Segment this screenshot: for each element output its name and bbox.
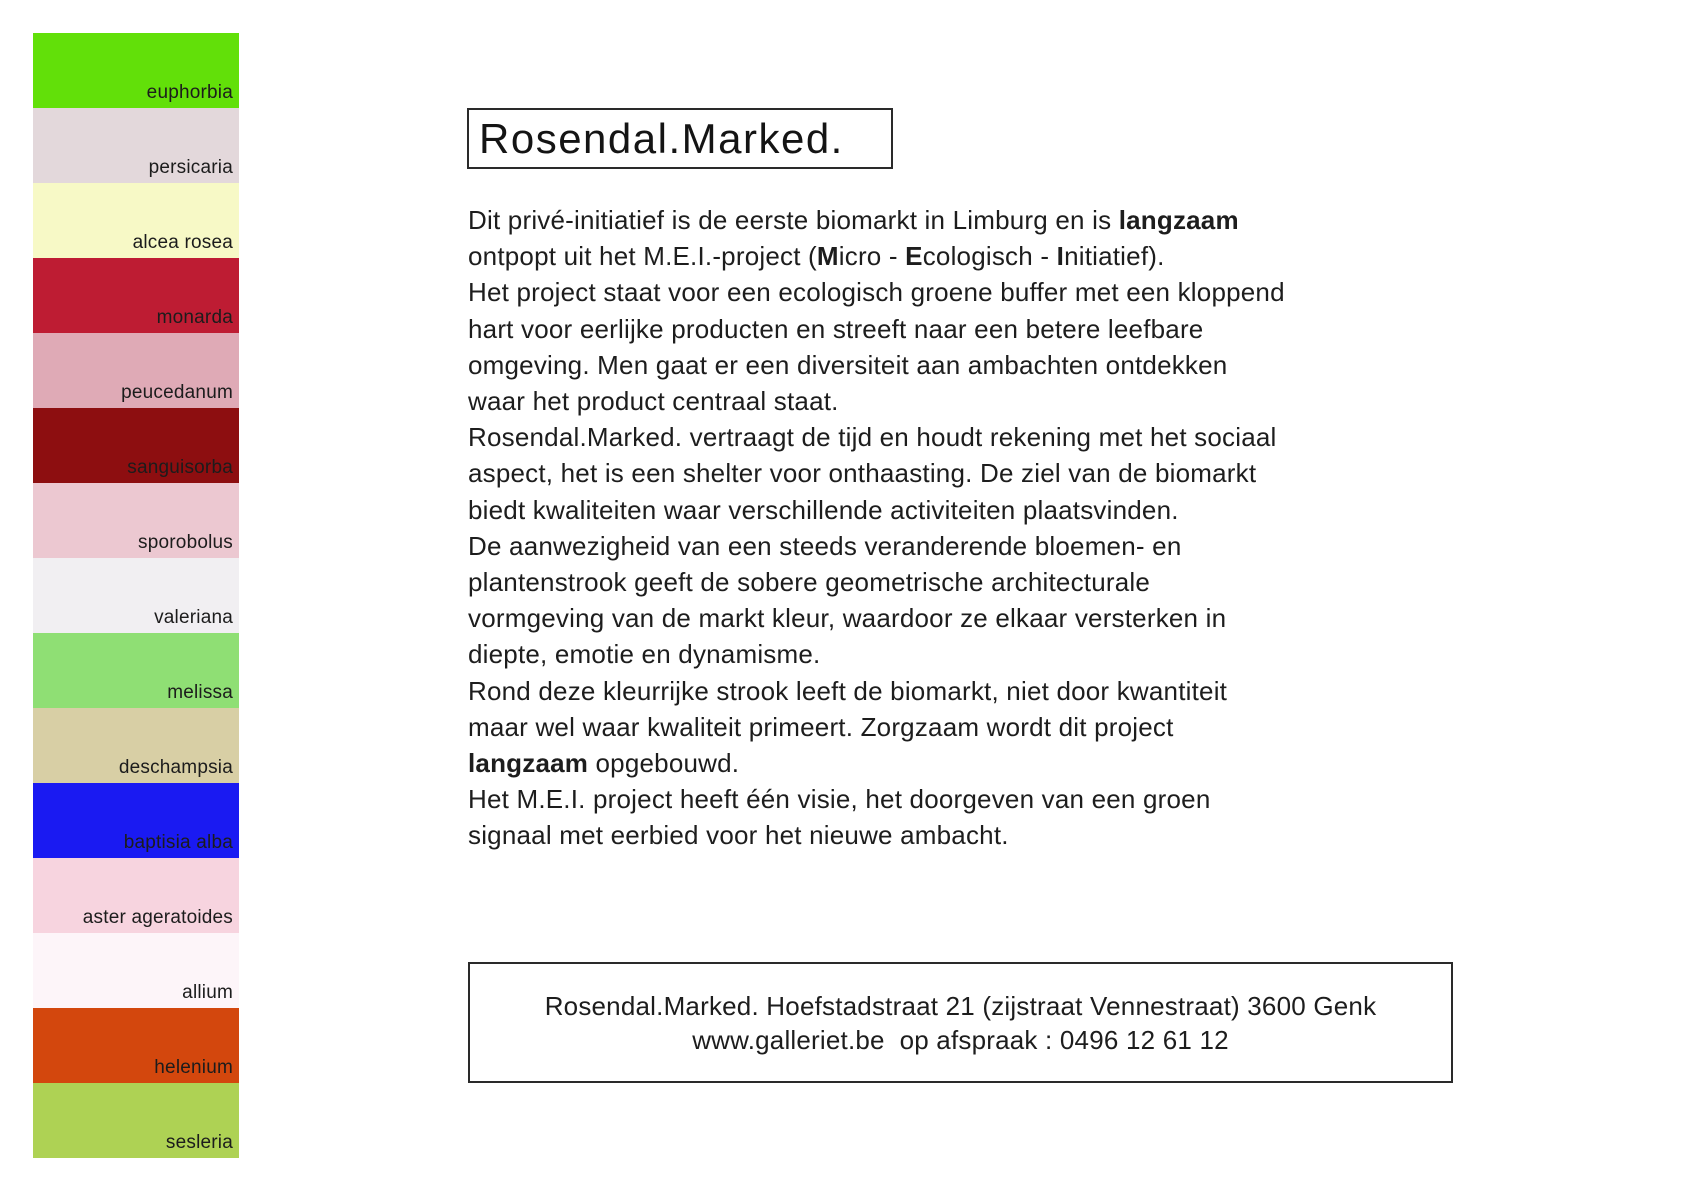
title-box	[467, 108, 893, 169]
palette-swatch-label: baptisia alba	[123, 832, 233, 853]
palette-swatch-deschampsia	[33, 708, 239, 783]
palette-swatch-sporobolus	[33, 483, 239, 558]
body-line	[468, 564, 1285, 600]
body-line	[468, 709, 1285, 745]
palette-swatch-label: sesleria	[165, 1132, 233, 1153]
palette-swatch-sesleria	[33, 1083, 239, 1158]
palette-swatch-alcea-rosea	[33, 183, 239, 258]
palette-swatch-label: helenium	[154, 1057, 233, 1078]
palette-swatch-label: sporobolus	[138, 532, 233, 553]
palette-swatch-label: sanguisorba	[127, 457, 233, 478]
body-line	[468, 311, 1285, 347]
palette-swatch-aster-ageratoides	[33, 858, 239, 933]
bold-text-run: E	[905, 241, 923, 272]
palette-swatch-label: deschampsia	[118, 757, 233, 778]
palette-swatch-label: allium	[182, 982, 233, 1003]
palette-swatch-label: aster ageratoides	[82, 907, 233, 928]
palette-swatch-valeriana	[33, 558, 239, 633]
body-line	[468, 202, 1285, 238]
text-run: Dit privé-initiatief is de eerste biomarkt in Limburg en is	[468, 205, 1119, 235]
text-run: nitiatief).	[1064, 241, 1165, 272]
body-line	[468, 455, 1285, 491]
text-run: cologisch -	[922, 241, 1057, 272]
palette-swatch-label: peucedanum	[121, 382, 233, 403]
body-line	[468, 492, 1285, 528]
body-line	[468, 528, 1285, 564]
text-run: Het project staat voor een ecologisch groene buffer met een kloppend	[468, 277, 1285, 308]
palette-swatch-monarda	[33, 258, 239, 333]
body-line	[468, 274, 1285, 310]
palette-swatch-label: euphorbia	[146, 82, 233, 103]
palette-swatch-label: persicaria	[148, 157, 233, 178]
page-title: Rosendal.Marked.	[479, 114, 844, 162]
text-run: opgebouwd.	[588, 748, 740, 779]
text-run: plantenstrook geeft de sobere geometrische architecturale	[468, 567, 1151, 598]
palette-swatch-sanguisorba	[33, 408, 239, 483]
text-run: Het M.E.I. project heeft één visie, het doorgeven van een groen	[468, 784, 1211, 815]
text-run: aspect, het is een shelter voor onthaasting. De ziel van de biomarkt	[468, 458, 1257, 489]
footer-address-line: Rosendal.Marked. Hoefstadstraat 21 (zijstraat Vennestraat) 3600 Genk	[544, 990, 1377, 1021]
text-run: maar wel waar kwaliteit primeert. Zorgzaam wordt dit project	[468, 711, 1174, 742]
palette-swatch-label: valeriana	[154, 607, 233, 628]
palette-swatch-euphorbia	[33, 33, 239, 108]
palette-swatch-label: melissa	[167, 682, 233, 703]
palette-swatch-helenium	[33, 1008, 239, 1083]
text-run: hart voor eerlijke producten en streeft naar een betere leefbare	[468, 313, 1204, 344]
bold-text-run: langzaam	[468, 748, 589, 779]
bold-text-run: I	[1056, 241, 1065, 272]
footer-contact-line: www.galleriet.be op afspraak : 0496 12 61 12	[692, 1024, 1229, 1055]
text-run: biedt kwaliteiten waar verschillende activiteiten plaatsvinden.	[468, 494, 1179, 525]
text-run: Rosendal.Marked. vertraagt de tijd en houdt rekening met het sociaal	[468, 422, 1277, 453]
palette-swatch-allium	[33, 933, 239, 1008]
text-run: signaal met eerbied voor het nieuwe ambacht.	[468, 820, 1009, 851]
text-run: Rond deze kleurrijke strook leeft de biomarkt, niet door kwantiteit	[468, 675, 1228, 706]
body-text	[468, 202, 1285, 854]
palette-swatch-label: monarda	[156, 307, 233, 328]
bold-text-run: langzaam	[1118, 205, 1239, 235]
body-line	[468, 673, 1285, 709]
body-line	[468, 419, 1285, 455]
text-run: icro -	[838, 241, 906, 272]
text-run: waar het product centraal staat.	[468, 386, 839, 417]
palette-swatch-baptisia-alba	[33, 783, 239, 858]
body-line	[468, 745, 1285, 781]
text-run: omgeving. Men gaat er een diversiteit aan ambachten ontdekken	[468, 349, 1228, 380]
text-run: vormgeving van de markt kleur, waardoor ze elkaar versterken in	[468, 603, 1227, 634]
body-line	[468, 347, 1285, 383]
palette-swatch-melissa	[33, 633, 239, 708]
palette-swatch-label: alcea rosea	[132, 232, 233, 253]
bold-text-run: M	[816, 241, 839, 272]
text-run: ontpopt uit het M.E.I.-project (	[468, 241, 817, 272]
text-run: De aanwezigheid van een steeds veranderende bloemen- en	[468, 530, 1182, 561]
palette-swatch-persicaria	[33, 108, 239, 183]
body-line	[468, 600, 1285, 636]
body-line	[468, 781, 1285, 817]
body-line	[468, 383, 1285, 419]
body-line	[468, 238, 1285, 274]
palette-swatch-peucedanum	[33, 333, 239, 408]
footer-address-box	[468, 962, 1453, 1083]
body-line	[468, 636, 1285, 672]
plant-color-palette	[33, 33, 239, 1158]
text-run: diepte, emotie en dynamisme.	[468, 639, 821, 670]
body-line	[468, 817, 1285, 853]
